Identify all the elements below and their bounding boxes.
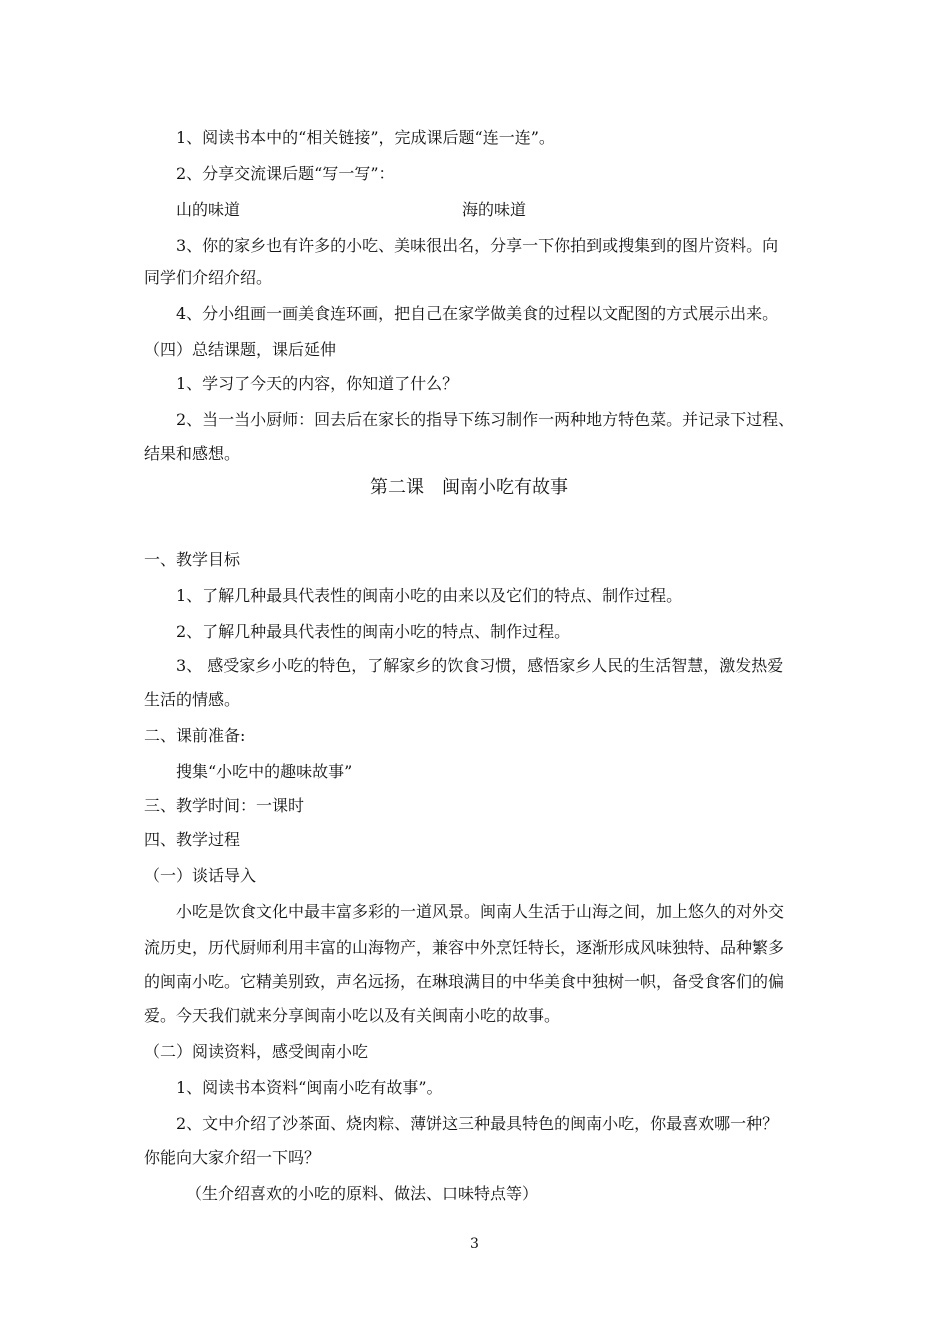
section-heading: 四、教学过程 (144, 830, 241, 849)
paragraph-line: 2、了解几种最具代表性的闽南小吃的特点、制作过程。 (176, 622, 571, 641)
lesson-title: 第二课 闽南小吃有故事 (370, 477, 568, 498)
section-heading: （二）阅读资料，感受闽南小吃 (144, 1042, 369, 1061)
paragraph-line-right: 海的味道 (462, 200, 527, 219)
paragraph-line: （生介绍喜欢的小吃的原料、做法、口味特点等） (186, 1184, 539, 1203)
paragraph-line: 1、了解几种最具代表性的闽南小吃的由来以及它们的特点、制作过程。 (176, 586, 683, 605)
paragraph-line: 小吃是饮食文化中最丰富多彩的一道风景。闽南人生活于山海之间，加上悠久的对外交 (176, 902, 785, 921)
section-heading: （四）总结课题，课后延伸 (144, 340, 337, 359)
paragraph-line: 4、分小组画一画美食连环画，把自己在家学做美食的过程以文配图的方式展示出来。 (176, 304, 779, 323)
paragraph-line: 流历史，历代厨师利用丰富的山海物产，兼容中外烹饪特长，逐渐形成风味独特、品种繁多 (144, 938, 785, 957)
page-number: 3 (470, 1236, 479, 1252)
paragraph-line: 的闽南小吃。它精美别致，声名远扬，在琳琅满目的中华美食中独树一帜，备受食客们的偏 (144, 972, 785, 991)
paragraph-line: 结果和感想。 (144, 444, 241, 463)
paragraph-line: 你能向大家介绍一下吗？ (144, 1148, 321, 1167)
paragraph-line: 3、 感受家乡小吃的特色，了解家乡的饮食习惯，感悟家乡人民的生活智慧，激发热爱 (176, 656, 784, 675)
paragraph-line: 2、分享交流课后题“写一写”： (176, 164, 395, 183)
paragraph-line: 山的味道 (176, 200, 241, 219)
paragraph-line: 2、当一当小厨师：回去后在家长的指导下练习制作一两种地方特色菜。并记录下过程、 (176, 410, 795, 429)
paragraph-line: 搜集“小吃中的趣味故事” (176, 762, 353, 781)
section-heading: 三、教学时间：一课时 (144, 796, 305, 815)
section-heading: （一）谈话导入 (144, 866, 257, 885)
paragraph-line: 1、学习了今天的内容，你知道了什么？ (176, 374, 459, 393)
paragraph-line: 生活的情感。 (144, 690, 241, 709)
paragraph-line: 同学们介绍介绍。 (144, 268, 273, 287)
section-heading: 二、课前准备: (144, 726, 246, 745)
paragraph-line: 爱。今天我们就来分享闽南小吃以及有关闽南小吃的故事。 (144, 1006, 561, 1025)
paragraph-line: 1、阅读书本中的“相关链接”，完成课后题“连一连”。 (176, 128, 555, 147)
paragraph-line: 3、你的家乡也有许多的小吃、美味很出名，分享一下你拍到或搜集到的图片资料。向 (176, 236, 779, 255)
paragraph-line: 1、阅读书本资料“闽南小吃有故事”。 (176, 1078, 443, 1097)
section-heading: 一、教学目标 (144, 550, 241, 569)
paragraph-line: 2、文中介绍了沙茶面、烧肉粽、薄饼这三种最具特色的闽南小吃，你最喜欢哪一种？ (176, 1114, 779, 1133)
